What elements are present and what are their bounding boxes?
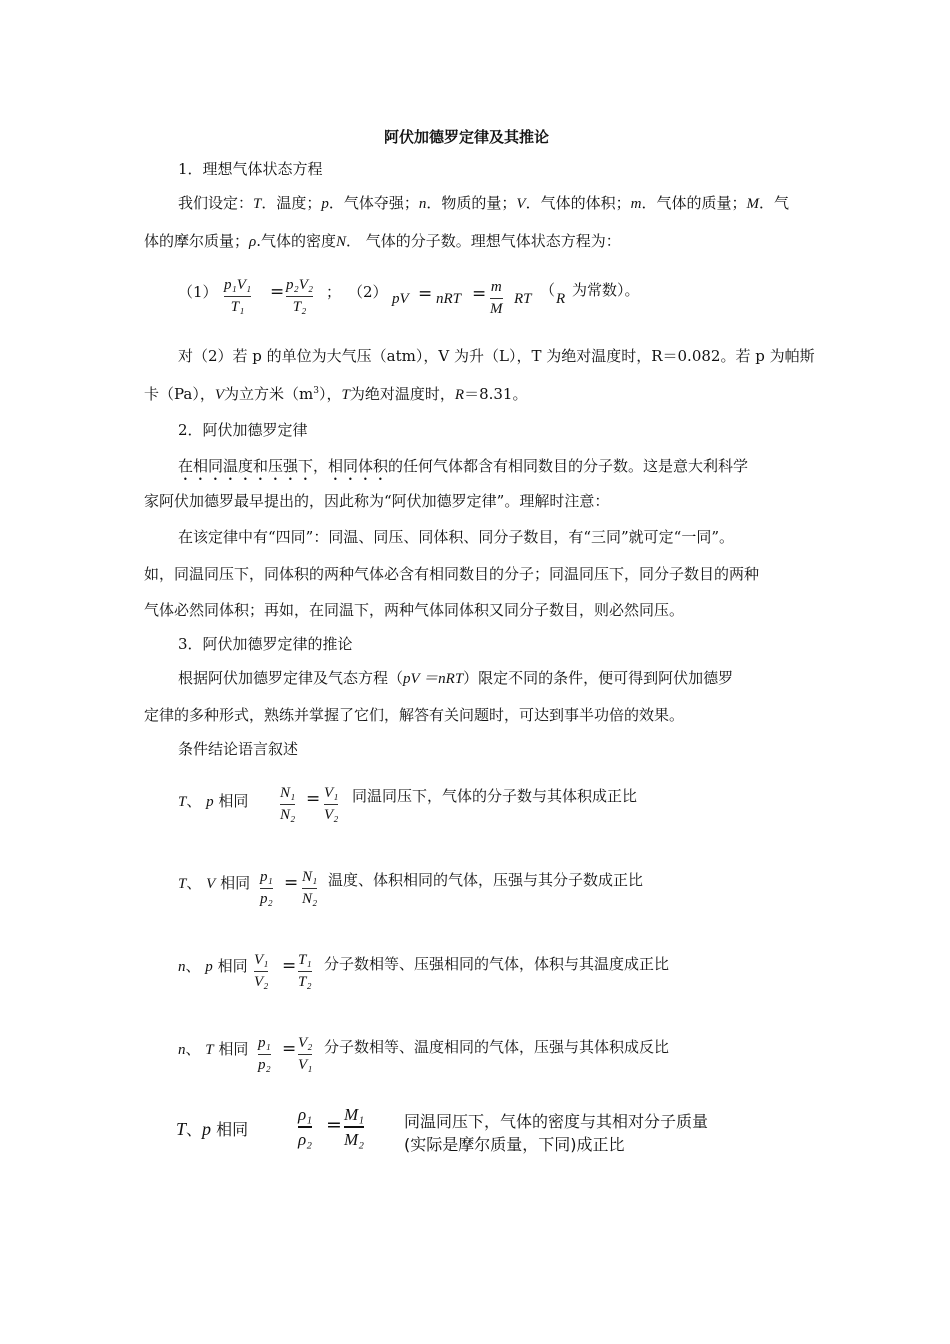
eq2-nRT: nRT bbox=[436, 291, 462, 307]
row-3-equals: = bbox=[282, 956, 297, 976]
row-5-description-2: (实际是摩尔质量，下同)成正比 bbox=[404, 1135, 625, 1154]
eq2-fraction: m M bbox=[490, 279, 503, 317]
units-line-2: 卡（Pa），V为立方米$(m^3)$，T为绝对温度时，R＝8.31。 bbox=[144, 385, 528, 403]
definitions-line-1: 我们设定：T．温度；p．气体夺强；n．物质的量；V．气体的体积；m．气体的质量；M．气 bbox=[178, 194, 789, 212]
row-4-left-fraction: p₁ p₂ bbox=[258, 1035, 271, 1073]
section-1-heading: 1．理想气体状态方程 bbox=[178, 160, 323, 178]
row-3-right-fraction: T₁ T₂ bbox=[298, 952, 312, 990]
law-line-3: 在该定律中有“四同”：同温、同压、同体积、同分子数目，有“三同”就可定“一同”。 bbox=[178, 528, 735, 546]
row-5-description: 同温同压下，气体的密度与其相对分子质量 bbox=[404, 1112, 709, 1131]
row-5-equals: = bbox=[326, 1114, 342, 1136]
row-1-left-fraction: N₁ N₂ bbox=[280, 785, 296, 823]
row-2-description: 温度、体积相同的气体，压强与其分子数成正比 bbox=[328, 871, 644, 889]
section-3-heading: 3．阿伏加德罗定律的推论 bbox=[178, 635, 353, 653]
law-line-5: 气体必然同体积；再如，在同温下，两种气体同体积又同分子数目，则必然同压。 bbox=[144, 601, 685, 619]
eq1-right-fraction: p₂V₂ T₂ bbox=[286, 277, 314, 315]
equation-separator: ； bbox=[326, 283, 342, 301]
row-1-description: 同温同压下，气体的分子数与其体积成正比 bbox=[352, 787, 638, 805]
eq2-pV: pV bbox=[392, 291, 409, 307]
row-1-condition: T、 p 相同 bbox=[178, 792, 249, 810]
row-5-condition: T、p 相同 bbox=[176, 1119, 249, 1139]
corollary-line-2: 定律的多种形式，熟练并掌握了它们，解答有关问题时，可达到事半功倍的效果。 bbox=[144, 706, 685, 724]
eq2-paren: （ bbox=[540, 281, 556, 299]
law-line-2: 家阿伏加德罗最早提出的，因此称为“阿伏加德罗定律”。理解时注意： bbox=[144, 492, 610, 510]
eq1-left-fraction: p₁V₁ T₁ bbox=[224, 277, 252, 315]
section-2-heading: 2．阿伏加德罗定律 bbox=[178, 421, 308, 439]
eq2-R: R bbox=[556, 291, 566, 307]
law-line-4: 如，同温同压下，同体积的两种气体必含有相同数目的分子；同温同压下，同分子数目的两种 bbox=[144, 565, 760, 583]
row-1-equals: = bbox=[306, 789, 321, 809]
row-5-left-fraction: ρ₁ ρ₂ bbox=[298, 1105, 313, 1149]
row-2-condition: T、 V 相同 bbox=[178, 874, 251, 892]
units-line-1: 对（2）若 p 的单位为大气压（atm），V 为升（L），T 为绝对温度时，R＝0.082。若 p 为帕斯 bbox=[178, 347, 815, 365]
definitions-line-2: 体的摩尔质量；ρ.气体的密度N． 气体的分子数。理想气体状态方程为： bbox=[144, 232, 621, 250]
table-header: 条件结论语言叙述 bbox=[178, 740, 299, 758]
eq2-RT: RT bbox=[514, 291, 532, 307]
row-1-right-fraction: V₁ V₂ bbox=[324, 785, 339, 823]
eq1-equals: = bbox=[270, 282, 285, 302]
row-3-left-fraction: V₁ V₂ bbox=[254, 952, 269, 990]
equation-2-label: （2） bbox=[348, 283, 388, 301]
eq2-equals-2: = bbox=[472, 284, 487, 304]
eq2-equals-1: = bbox=[418, 284, 433, 304]
row-4-condition: n、 T 相同 bbox=[178, 1040, 249, 1058]
row-5-right-fraction: M₁ M₂ bbox=[344, 1105, 365, 1149]
row-3-condition: n、 p 相同 bbox=[178, 957, 248, 975]
row-3-description: 分子数相等、压强相同的气体，体积与其温度成正比 bbox=[324, 955, 670, 973]
eq2-R-note: 为常数）。 bbox=[572, 281, 640, 299]
page-title: 阿伏加德罗定律及其推论 bbox=[384, 128, 550, 146]
equation-1-label: （1） bbox=[178, 283, 218, 301]
row-2-left-fraction: p₁ p₂ bbox=[260, 869, 273, 907]
row-4-description: 分子数相等、温度相同的气体，压强与其体积成反比 bbox=[324, 1038, 670, 1056]
row-4-right-fraction: V₂ V₁ bbox=[298, 1035, 313, 1073]
law-line-1: 在相同温度和压强下，相同体积的任何气体都含有相同数目的分子数。这是意大利科学 bbox=[178, 457, 749, 475]
corollary-line-1: 根据阿伏加德罗定律及气态方程（pV ＝nRT）限定不同的条件，便可得到阿伏加德罗 bbox=[178, 669, 734, 687]
row-4-equals: = bbox=[282, 1039, 297, 1059]
row-2-equals: = bbox=[284, 873, 299, 893]
row-2-right-fraction: N₁ N₂ bbox=[302, 869, 318, 907]
